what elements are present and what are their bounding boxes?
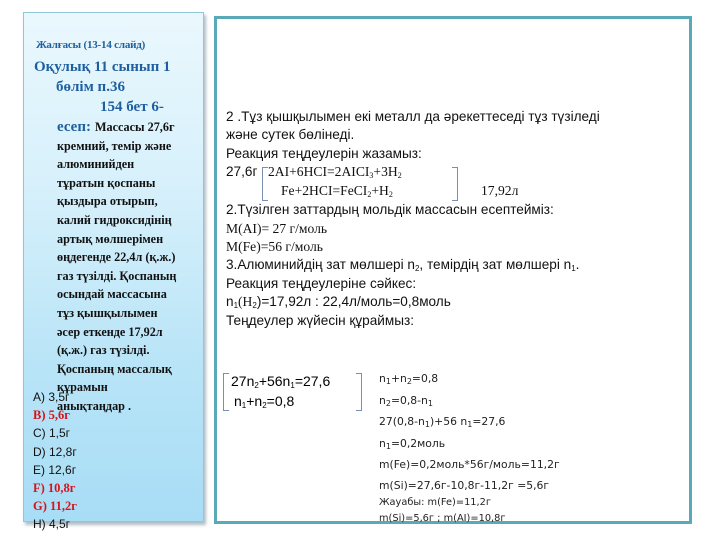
option-g-correct: G) 11,2г	[33, 499, 77, 514]
option-a: A) 3,5г	[33, 390, 70, 404]
solution-line-7: 3.Алюминийдің зат мөлшері $n_2$, темірдің зат мөлшері $n_1$.	[226, 257, 580, 274]
problem-line: алюминийден	[57, 157, 135, 172]
option-c: C) 1,5г	[33, 426, 71, 441]
problem-line: артық мөлшерімен	[57, 231, 164, 246]
option-b-correct: B) 5,6г	[33, 408, 70, 423]
molar-mass-al: M(AI)= 27 г/моль	[226, 220, 328, 236]
problem-line: газ түзілді. Қоспаның	[57, 268, 177, 283]
problem-line: құрамын	[57, 380, 108, 395]
molar-mass-fe: M(Fe)=56 г/моль	[226, 239, 323, 255]
calc-step: $n_2=0,8-n_1$	[379, 393, 433, 408]
heading-line-3: 154 бет 6-	[100, 99, 164, 115]
answer-line-2: m(Si)=5,6г ; m(AI)=10,8г	[379, 512, 506, 524]
hydrogen-moles: $n_1(H_2)=17,92л$ : 22,4л/моль=0,8моль	[226, 294, 451, 311]
solution-line-3: Реакция теңдеулерін жазамыз:	[226, 145, 422, 161]
heading-line-2: бөлім п.36	[56, 79, 125, 95]
problem-line: өңдегенде 22,4л (қ.ж.)	[57, 250, 176, 265]
problem-panel	[23, 12, 204, 532]
option-e: E) 12,6г	[33, 462, 77, 477]
solution-line-1: 2 .Тұз қышқылымен екі металл да әрекеттеседі тұз түзіледі	[226, 109, 600, 124]
esep-label: есеп:	[57, 119, 91, 135]
system-equation-1: $27n_2+56n_1=27,6$	[231, 373, 331, 390]
solution-panel	[214, 16, 692, 524]
system-left-bracket	[223, 373, 229, 411]
problem-line: Қоспаның массалық	[57, 361, 172, 376]
solution-line-8: Реакция теңдеулеріне сәйкес:	[226, 275, 417, 291]
system-right-bracket	[356, 373, 362, 411]
problem-line: қыздыра отырып,	[57, 194, 158, 209]
option-h: H) 4,5г	[33, 517, 71, 532]
gas-volume: 17,92л	[481, 183, 519, 199]
option-d: D) 12,8г	[33, 444, 77, 459]
mixture-mass: 27,6г	[226, 164, 258, 180]
problem-line: әсер еткенде 17,92л	[57, 324, 163, 339]
textbook-reference	[34, 57, 202, 117]
heading-line-1: Оқулық 11 сынып 1	[34, 59, 171, 75]
solution-text	[226, 108, 691, 330]
calc-step: $27(0,8-n_1)+56$ $n_1=27,6$	[379, 415, 506, 429]
problem-line: тұз қышқылымен	[57, 305, 158, 320]
problem-text	[57, 118, 205, 416]
right-bracket	[452, 167, 458, 201]
aluminium-equation: $2AI+6HCI=2AICI_3+3H_2$	[268, 164, 402, 181]
option-f-correct: F) 10,8г	[33, 481, 76, 496]
system-equation-2: $n_1+n_2=0,8$	[234, 393, 295, 410]
answer-line-1: Жауабы: m(Fe)=11,2г	[379, 496, 492, 508]
problem-line: тұратын қоспаны	[57, 175, 156, 190]
calculation-steps	[379, 368, 560, 527]
problem-line-0: Массасы 27,6г	[94, 120, 175, 134]
problem-line: осындай массасына	[57, 287, 167, 302]
calc-step: $n_1+n_2=0,8$	[379, 372, 439, 386]
reaction-equations	[226, 163, 691, 201]
problem-line: анықтаңдар .	[57, 398, 132, 413]
slide-continuation-title: Жалғасы (13-14 слайд)	[36, 39, 146, 51]
silicon-mass-calc: m(Si)=27,6г-10,8г-11,2г =5,6г	[379, 478, 550, 492]
solution-line-4: 2.Түзілген заттардың мольдік массасын есептейміз:	[226, 202, 554, 218]
problem-line: кремний, темір және	[57, 138, 172, 153]
iron-equation: $Fe+2HCI=FeCI_2+H_2$	[281, 183, 393, 200]
iron-mass-calc: m(Fe)=0,2моль*56г/моль=11,2г	[379, 458, 560, 471]
answer-options	[33, 388, 77, 534]
solution-line-2: және сутек бөлінеді.	[226, 127, 355, 143]
problem-line: (қ.ж.) газ түзілді.	[57, 343, 150, 358]
calc-step: $n_1=0,2моль$	[379, 436, 446, 451]
solution-line-10: Теңдеулер жүйесін құраймыз:	[226, 312, 415, 328]
problem-line: калий гидроксидінің	[57, 212, 172, 227]
